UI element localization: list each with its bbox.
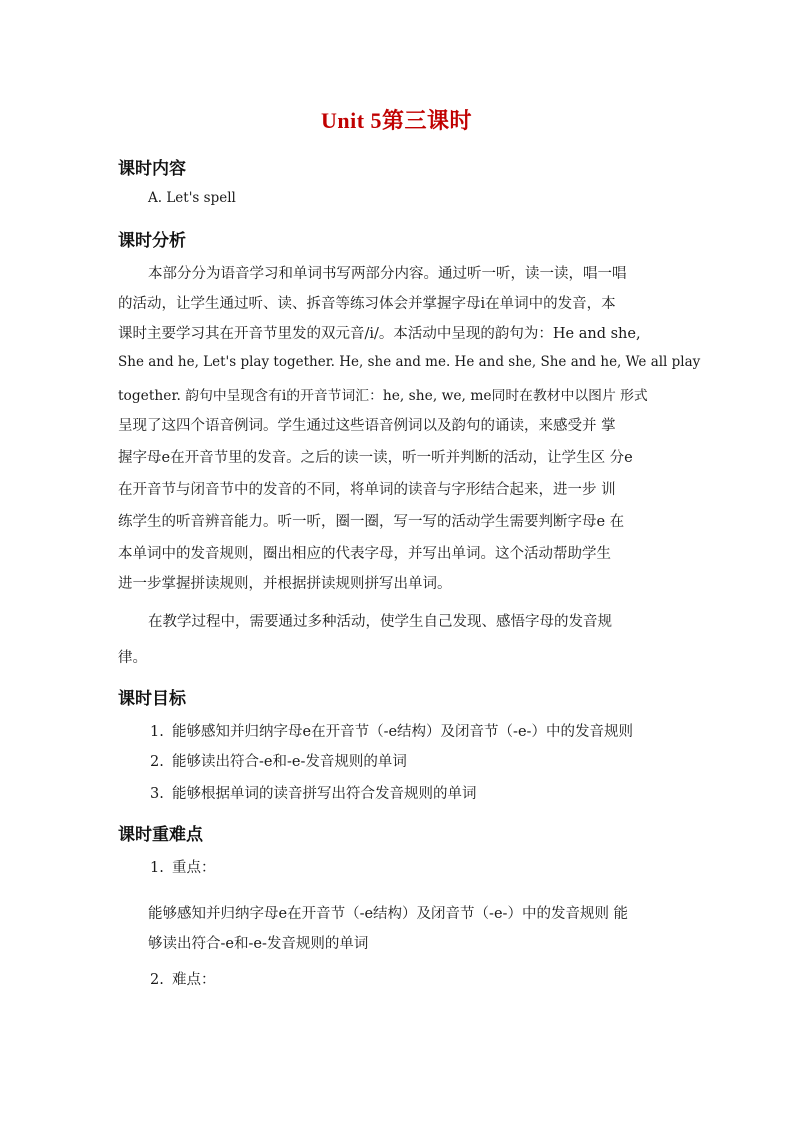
section-heading-content: 课时内容 <box>118 159 186 179</box>
section-heading-goals: 课时目标 <box>118 689 186 709</box>
analysis-line: 进一步掌握拼读规则，并根据拼读规则拼写出单词。 <box>118 576 452 592</box>
keypoint-item <box>150 856 216 877</box>
analysis-line: 练学生的听音辨音能力。听一听，圈一圈，写一写的活动学生需要判断字母e 在 <box>118 514 625 530</box>
keypoint-number: 2. <box>150 972 164 988</box>
analysis-line: 在开音节与闭音节中的发音的不同，将单词的读音与字形结合起来，进一步 训 <box>118 482 616 498</box>
keypoint-line: 够读出符合-e和-e-发音规则的单词 <box>148 936 369 952</box>
section-heading-analysis: 课时分析 <box>118 231 186 251</box>
page-title: Unit 5第三课时 <box>320 108 473 133</box>
analysis-line: together. 韵句中呈现含有i的开音节词汇：he, she, we, me同时在教材中以图片 形式 <box>118 388 648 404</box>
goal-number: 3. <box>150 786 164 802</box>
analysis-para2-line: 律。 <box>118 650 147 666</box>
goal-text: 能够读出符合-e和-e-发音规则的单词 <box>172 754 407 770</box>
goal-item <box>150 782 477 803</box>
keypoint-line: 能够感知并归纳字母e在开音节（-e结构）及闭音节（-e-）中的发音规则 能 <box>148 906 629 922</box>
analysis-line: She and he, Let's play together. He, she and me. He and she, She and he, We all play <box>118 354 701 370</box>
keypoint-item <box>150 968 216 989</box>
analysis-para2-line: 在教学过程中，需要通过多种活动，使学生自己发现、感悟字母的发音规 <box>148 614 612 630</box>
analysis-line: 的活动，让学生通过听、读、拆音等练习体会并掌握字母i在单词中的发音，本 <box>118 296 616 312</box>
analysis-line: 本部分分为语音学习和单词书写两部分内容。通过听一听，读一读，唱一唱 <box>148 266 627 282</box>
content-item: A. Let's spell <box>148 190 236 206</box>
analysis-line: 呈现了这四个语音例词。学生通过这些语音例词以及韵句的诵读，来感受并 掌 <box>118 418 616 434</box>
goal-text: 能够根据单词的读音拼写出符合发音规则的单词 <box>172 786 477 802</box>
goal-number: 2. <box>150 754 164 770</box>
keypoint-number: 1. <box>150 860 164 876</box>
goal-item <box>150 750 407 771</box>
section-heading-keypoints: 课时重难点 <box>118 825 203 845</box>
analysis-line: 握字母e在开音节里的发音。之后的读一读，听一听并判断的活动，让学生区 分e <box>118 450 633 466</box>
goal-item <box>150 720 633 741</box>
keypoint-label: 难点： <box>172 972 216 988</box>
keypoint-label: 重点： <box>172 860 216 876</box>
analysis-line: 本单词中的发音规则，圈出相应的代表字母，并写出单词。这个活动帮助学生 <box>118 546 611 562</box>
goal-number: 1. <box>150 724 164 740</box>
goal-text: 能够感知并归纳字母e在开音节（-e结构）及闭音节（-e-）中的发音规则 <box>172 724 633 740</box>
analysis-line: 课时主要学习其在开音节里发的双元音/i/。本活动中呈现的韵句为：He and she, <box>118 326 641 342</box>
